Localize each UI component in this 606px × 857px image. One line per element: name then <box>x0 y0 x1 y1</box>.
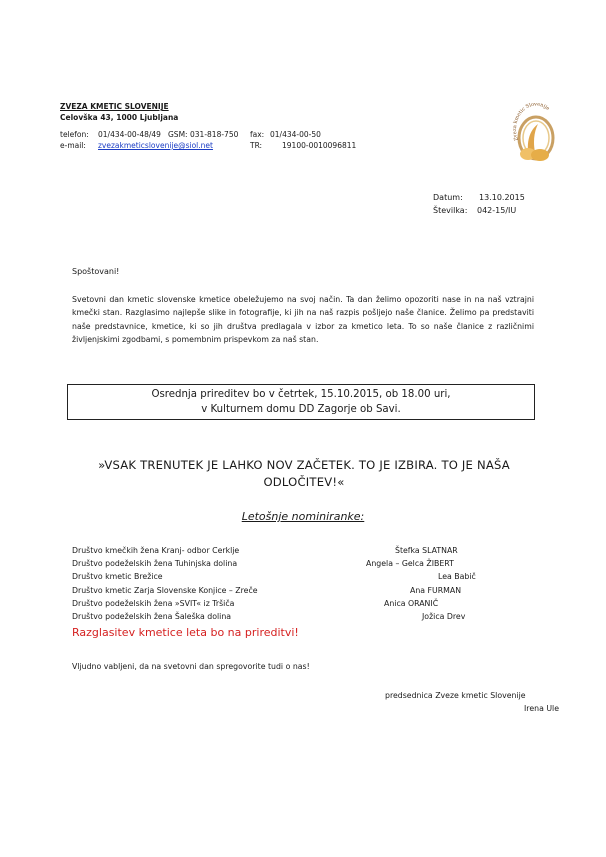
announcement: Razglasitev kmetice leta bo na prireditvi! <box>72 626 299 639</box>
logo-text: Zveza kmetic Slovenije <box>511 101 551 142</box>
nominees-list <box>72 544 552 623</box>
gsm-label: GSM: <box>168 130 188 139</box>
nominee-row <box>72 584 552 597</box>
phone-label: telefon: <box>60 130 89 139</box>
nominee-row <box>72 557 552 570</box>
nominee-row <box>72 544 552 557</box>
date-value: 13.10.2015 <box>479 193 525 202</box>
nominee-society: Društvo kmečkih žena Kranj- odbor Cerklje <box>72 546 240 555</box>
tr-value: 19100-0010096811 <box>282 141 357 150</box>
nominee-society: Društvo podeželskih žena Tuhinjska dolina <box>72 559 238 569</box>
signature-title: predsednica Zveze kmetic Slovenije <box>385 691 526 700</box>
body-paragraph: Svetovni dan kmetic slovenske kmetice obeležujemo na svoj način. Ta dan želimo opozoriti nase in na naš vztrajni kmečki stan. Razglasimo najlepše slike in fotografije, ki jih na naš razpis pošljejo naše članice. Želimo pa predstaviti naše predstavnice, kmetice, ki so jih društva predlagala v izbor za kmetico leta. To so naše članice z različnimi življenjskimi zgodbami, s pomembnim prispevkom za naš stan. <box>72 295 534 344</box>
nominee-row <box>72 610 552 623</box>
contact-line-email <box>60 140 356 151</box>
fax-label: fax: <box>250 130 265 139</box>
date-label: Datum: <box>433 193 463 202</box>
contact-line-phone <box>60 129 321 140</box>
organization-name: ZVEZA KMETIC SLOVENIJE <box>60 102 169 111</box>
nominee-name: Angela – Gelca ŽIBERT <box>366 559 454 569</box>
number-value: 042-15/IU <box>477 206 517 215</box>
nominee-name: Anica ORANIČ <box>384 598 439 608</box>
nominee-society: Društvo podeželskih žena Šaleška dolina <box>72 611 232 621</box>
greeting: Spoštovani! <box>72 267 120 276</box>
nominee-name: Ana FURMAN <box>410 585 462 595</box>
nominee-name: Lea Babič <box>438 572 476 582</box>
closing-line: Vljudno vabljeni, da na svetovni dan spregovorite tudi o nas! <box>72 662 310 671</box>
nominee-row <box>72 597 552 610</box>
nominee-name: Jožica Drev <box>422 611 466 621</box>
nominee-society: Društvo kmetic Zarja Slovenske Konjice – Zreče <box>72 585 258 595</box>
nominee-society: Društvo podeželskih žena »SVIT« iz Tršiča <box>72 598 235 608</box>
signature-block <box>385 689 559 715</box>
fax-value: 01/434-00-50 <box>270 130 321 139</box>
number-label: Številka: <box>433 206 468 215</box>
event-line-2: v Kulturnem domu DD Zagorje ob Savi. <box>201 404 401 415</box>
nominee-row <box>72 570 552 583</box>
nominee-name: Štefka SLATNAR <box>395 546 458 555</box>
nominees-title: Letošnje nominiranke: <box>241 510 365 523</box>
tr-label: TR: <box>250 141 263 150</box>
phone-value: 01/434-00-48/49 <box>98 130 161 139</box>
number-row <box>433 204 525 217</box>
event-line-1: Osrednja prireditev bo v četrtek, 15.10.2015, ob 18.00 uri, <box>151 389 451 400</box>
zveza-kmetic-logo-icon <box>510 100 562 172</box>
motto-quote: »VSAK TRENUTEK JE LAHKO NOV ZAČETEK. TO JE IZBIRA. TO JE NAŠA ODLOČITEV!« <box>98 458 510 489</box>
logo-graphic <box>510 100 562 172</box>
document-meta <box>433 191 525 217</box>
email-link[interactable]: zvezakmeticslovenije@siol.net <box>98 141 213 150</box>
nominee-society: Društvo kmetic Brežice <box>72 572 163 582</box>
event-box <box>67 384 535 420</box>
email-label: e-mail: <box>60 141 86 150</box>
signature-name: Irena Ule <box>524 704 559 713</box>
gsm-value: 031-818-750 <box>190 130 239 139</box>
organization-address: Celovška 43, 1000 Ljubljana <box>60 113 179 122</box>
date-row <box>433 191 525 204</box>
